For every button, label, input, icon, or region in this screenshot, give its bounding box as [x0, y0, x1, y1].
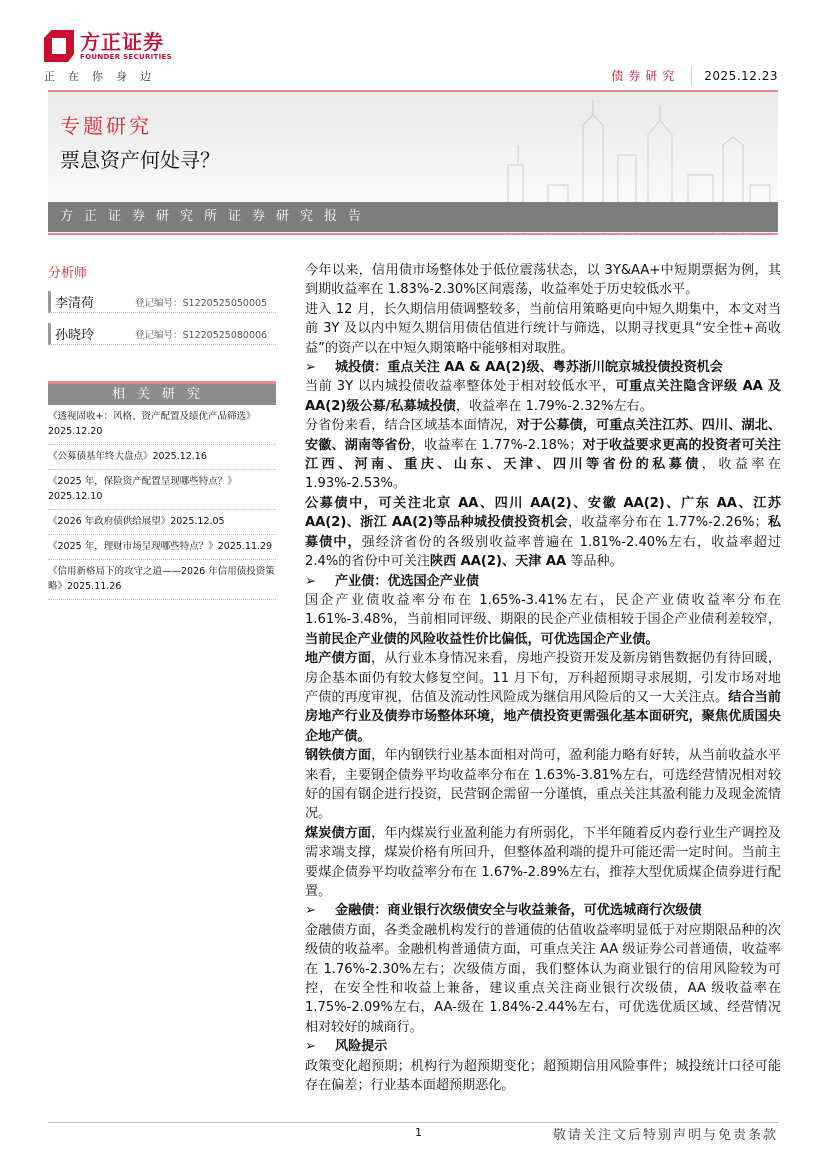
related-research-item[interactable]: 《2025 年，理财市场呈现哪些特点？》2025.11.29	[48, 535, 276, 560]
paragraph	[305, 300, 781, 358]
text-run: 分省份来看，结合区域基本面情况，	[305, 418, 517, 434]
related-research-list	[48, 405, 276, 600]
paragraph	[305, 921, 781, 1037]
paragraph	[305, 261, 781, 300]
analyst-name: 孙晓玲	[55, 328, 95, 343]
logo-icon	[44, 30, 74, 62]
text-run: 今年以来，信用债市场整体处于低位震荡状态，以 3Y&AA+中短期票据为例，其到期收益率在 1.83%-2.30%区间震荡，收益率处于历史较低水平。	[305, 263, 781, 298]
section-heading	[305, 572, 781, 591]
sidebar	[48, 262, 276, 600]
emphasis-text: 对于公募债，可重点关注江苏、四川、湖北、安徽、湖南等省份	[305, 418, 782, 453]
arrow-bullet-icon: ➢	[305, 903, 316, 919]
arrow-bullet-icon: ➢	[305, 360, 316, 376]
related-research-item[interactable]: 《公募债基年终大盘点》2025.12.16	[48, 445, 276, 470]
logo-cn: 方正证券	[80, 30, 164, 54]
paragraph	[305, 377, 781, 416]
emphasis-text: 结合当前房地产行业及债券市场整体环境，地产债投资更需强化基本面研究，聚焦优质国央企地产债。	[305, 689, 782, 744]
emphasis-text: 钢铁债方面	[305, 748, 372, 764]
paragraph	[305, 494, 781, 572]
related-research-item[interactable]: 《信用新格局下的攻守之道——2026 年信用债投资策略》2025.11.26	[48, 560, 276, 600]
emphasis-text: 公募债中，可关注北京 AA、四川 AA(2)、安徽 AA(2)、广东 AA、江苏 AA(2)、浙江 AA(2)等品种城投债投资机会	[305, 495, 781, 531]
text-run: 强经济省份的各级别收益率普遍在 1.81%-2.40%左右，收益率超过 2.4%的省份中可关注	[305, 534, 782, 570]
text-run: 金融债方面，各类金融机构发行的普通债的估值收益率明显低于对应期限品种的次级债的收益率。金融机构普通债方面，可重点关注 AA 级证券公司普通债，收益率在 1.76%-2.30%左右；次级债方面，我们整体认为商业银行的信用风险较为可控，在安全性和收益上兼备，建议重点关注商业银行次级债，AA 级收益率在 1.75%-2.09%左右，AA-级在 1.84%-2.44%左右，可优选优质区域、经营情况相对较好的城商行。	[305, 922, 781, 1035]
institution-bar: 方正证券研究所证券研究报告	[48, 202, 778, 232]
logo-en: FOUNDER SECURITIES	[80, 53, 172, 61]
text-run: 进入 12 月，长久期信用债调整较多，当前信用策略更向中短久期集中，本文对当前 3Y 及以内中短久期信用债估值进行统计与筛选，以期寻找更具“安全性+高收益”的资产以在中短久期策略中能够相对取胜。	[305, 301, 781, 356]
analyst-item	[48, 291, 276, 313]
analyst-item	[48, 323, 276, 345]
emphasis-text: 陕西 AA(2)、天津 AA	[429, 554, 567, 570]
report-category: 债券研究	[611, 66, 692, 86]
related-research-item[interactable]: 《透视固收+：风格、资产配置及绩优产品筛选》2025.12.20	[48, 405, 276, 445]
section-heading	[305, 358, 781, 377]
emphasis-text: 煤炭债方面	[305, 825, 372, 841]
header-meta	[611, 66, 778, 86]
related-research-item[interactable]: 《2025 年，保险资产配置呈现哪些特点？》2025.12.10	[48, 470, 276, 510]
text-run: 当前 3Y 以内城投债收益率整体处于相对较低水平，	[305, 379, 616, 395]
emphasis-text: 地产债方面	[305, 651, 372, 667]
text-run: ，年内钢铁行业基本面相对尚可，盈利能力略有好转，从当前收益水平来看，主要钢企债券平均收益率分布在 1.63%-3.81%左右，可选经营情况相对较好的国有钢企进行投资，民营钢企需留一分谨慎，重点关注其盈利能力及现金流情况。	[305, 748, 782, 822]
analyst-heading: 分析师	[48, 266, 88, 281]
emphasis-text: 当前民企产业债的风险收益性价比偏低，可优选国企产业债。	[305, 631, 659, 647]
analyst-reg: 登记编号：S1220525050005	[135, 297, 268, 309]
emphasis-text: 私募债中，	[305, 515, 781, 550]
section-heading-text: 城投债：重点关注 AA & AA(2)级、粤苏浙川皖京城投债投资机会	[335, 360, 723, 376]
arrow-bullet-icon: ➢	[305, 1039, 316, 1055]
related-research-item[interactable]: 《2026 年政府债供给展望》2025.12.05	[48, 510, 276, 535]
section-heading-text: 产业债：优选国企产业债	[335, 573, 480, 589]
related-research-heading: 相关研究	[48, 381, 276, 405]
text-run: ，收益率分布在 1.77%-2.26%；	[567, 515, 768, 531]
analyst-reg: 登记编号：S1220525080006	[135, 329, 268, 341]
text-run: ，收益率在 1.93%-2.53%。	[305, 457, 782, 492]
text-run: 政策变化超预期；机构行为超预期变化；超预期信用风险事件；城投统计口径可能存在偏差；行业基本面超预期恶化。	[305, 1058, 781, 1094]
report-summary	[305, 261, 781, 1095]
section-heading	[305, 1037, 781, 1056]
title-banner	[48, 92, 778, 235]
paragraph	[305, 746, 781, 824]
text-run: ，从行业本身情况来看，房地产投资开发及新房销售数据仍有待回暖，房企基本面仍有较大修复空间。11 月下旬，万科超预期寻求展期，引发市场对地产债的再度审视，估值及流动性风险成为继信用风险后的又一大关注点。	[305, 651, 782, 705]
paragraph	[305, 416, 781, 494]
paragraph	[305, 649, 781, 746]
text-run: ，收益率在 1.79%-2.32%左右。	[455, 398, 653, 414]
divider	[48, 233, 778, 235]
paragraph	[305, 1057, 781, 1096]
report-date: 2025.12.23	[704, 69, 778, 83]
text-run: 等品种。	[566, 554, 623, 570]
company-logo	[44, 30, 172, 62]
report-title: 票息资产何处寻？	[60, 148, 220, 172]
paragraph	[305, 591, 781, 649]
emphasis-text: 对于收益要求更高的投资者可关注江西、河南、重庆、山东、天津、四川等省份的私募债	[305, 437, 782, 473]
page-number: 1	[415, 1126, 422, 1139]
divider	[48, 1122, 778, 1123]
paragraph	[305, 824, 781, 902]
analyst-name: 李清荷	[55, 296, 95, 311]
emphasis-text: 可重点关注隐含评级 AA 及 AA(2)级公募/私募城投债	[305, 379, 781, 414]
section-heading-text: 金融债：商业银行次级债安全与收益兼备，可优选城商行次级债	[335, 903, 702, 919]
section-heading	[305, 901, 781, 920]
disclaimer-link[interactable]: 敬请关注文后特别声明与免责条款	[552, 1128, 778, 1143]
slogan: 正在你身边	[44, 70, 164, 83]
arrow-bullet-icon: ➢	[305, 573, 316, 589]
report-type: 专题研究	[60, 114, 152, 138]
text-run: ，收益率在 1.77%-2.18%；	[410, 437, 583, 453]
text-run: 国企产业债收益率分布在 1.65%-3.41%左右，民企产业债收益率分布在 1.61%-3.48%，当前相同评级、期限的民企产业债相较于国企产业债利差较窄，	[305, 592, 781, 628]
text-run: ，年内煤炭行业盈利能力有所弱化，下半年随着反内卷行业生产调控及需求端支撑，煤炭价格有所回升，但整体盈利端的提升可能还需一定时间。当前主要煤企债券平均收益率分布在 1.67%-2.89%左右，推荐大型优质煤企债券进行配置。	[305, 825, 782, 899]
section-heading-text: 风险提示	[335, 1039, 388, 1055]
